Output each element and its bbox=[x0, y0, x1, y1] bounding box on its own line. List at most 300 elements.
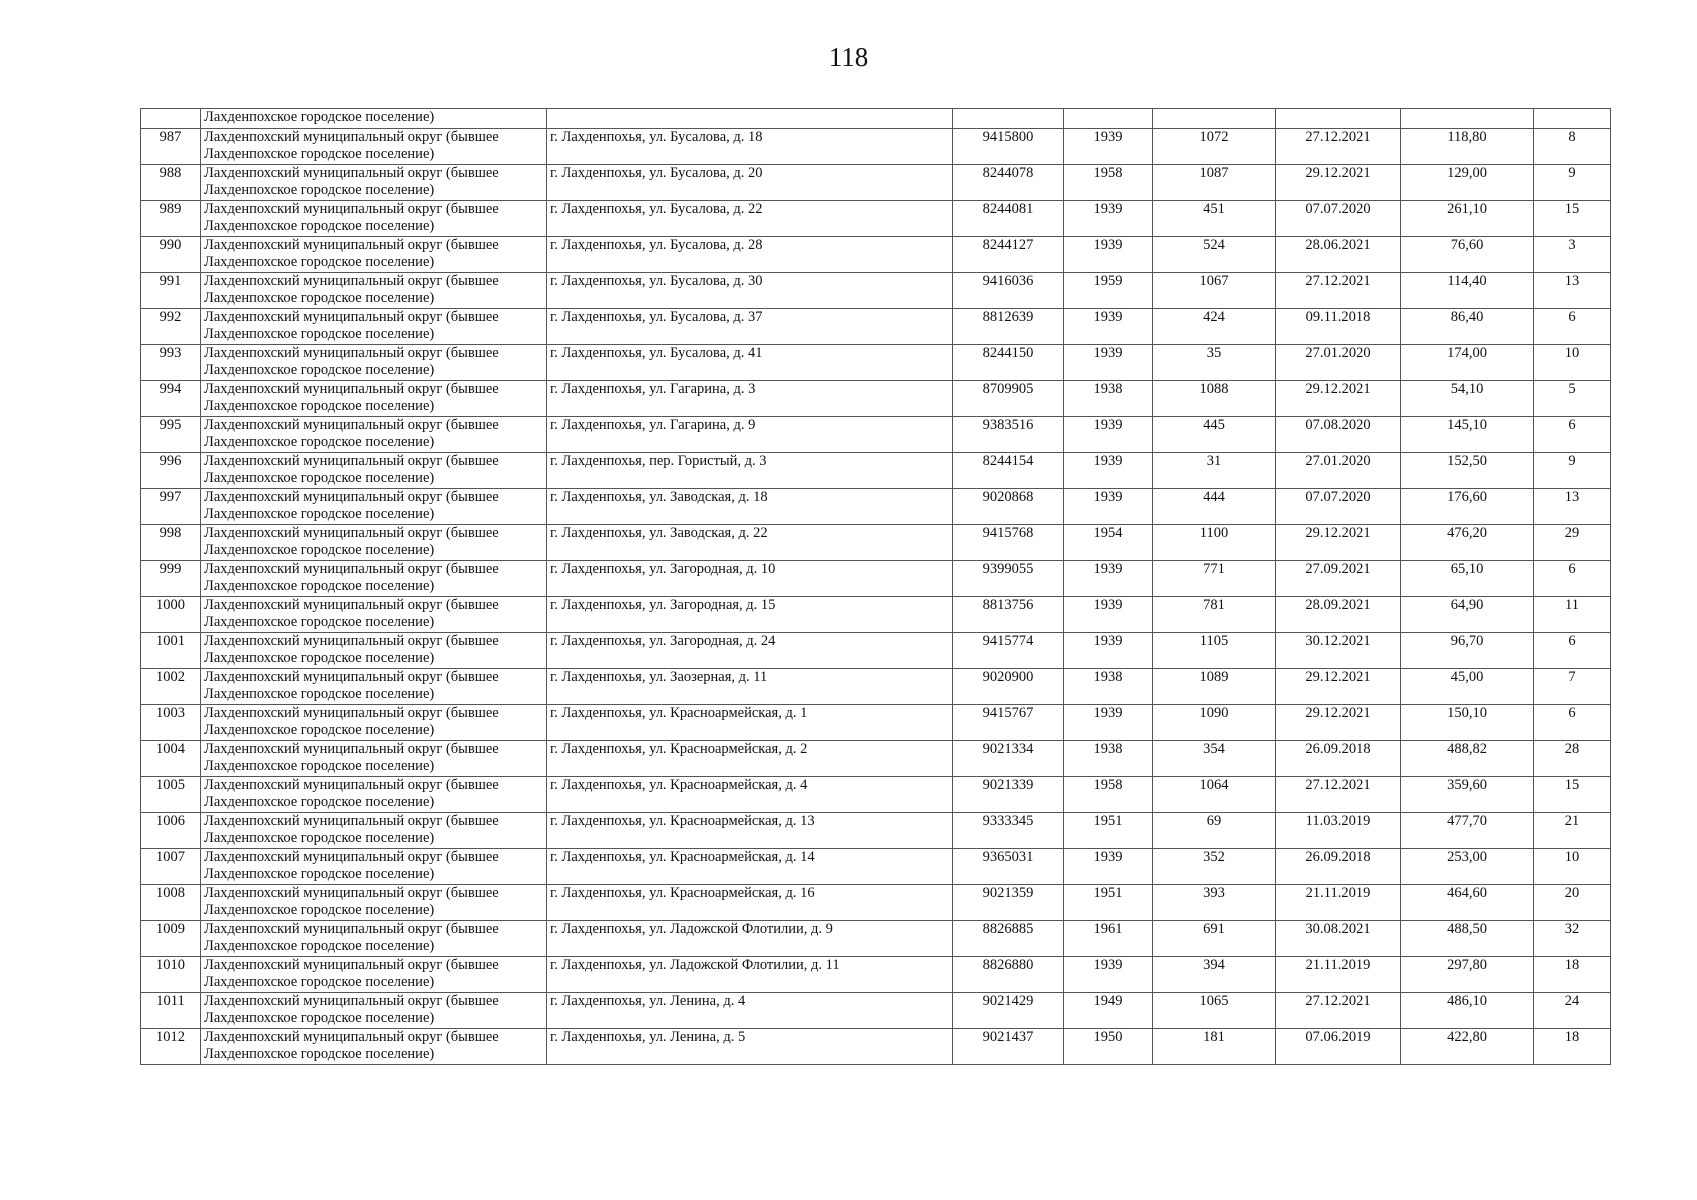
date-cell bbox=[1276, 109, 1401, 129]
municipality-line-2: Лахденпохское городское поселение) bbox=[204, 686, 435, 702]
municipality-cell bbox=[201, 741, 547, 777]
municipality-line-1: Лахденпохский муниципальный округ (бывшее bbox=[204, 525, 499, 541]
year-cell: 1939 bbox=[1064, 201, 1153, 237]
code-cell: 9365031 bbox=[953, 849, 1064, 885]
municipality-line-1: Лахденпохский муниципальный округ (бывшее bbox=[204, 921, 499, 937]
table-row bbox=[141, 993, 1611, 1029]
code-cell: 8244127 bbox=[953, 237, 1064, 273]
doc-number-cell: 354 bbox=[1153, 741, 1276, 777]
count-cell: 9 bbox=[1534, 165, 1611, 201]
address-cell: г. Лахденпохья, ул. Красноармейская, д. 4 bbox=[547, 777, 953, 813]
municipality-cell bbox=[201, 345, 547, 381]
code-cell: 9415768 bbox=[953, 525, 1064, 561]
municipality-line-2: Лахденпохское городское поселение) bbox=[204, 758, 435, 774]
code-cell: 9399055 bbox=[953, 561, 1064, 597]
year-cell: 1939 bbox=[1064, 237, 1153, 273]
year-cell: 1938 bbox=[1064, 669, 1153, 705]
year-cell: 1939 bbox=[1064, 489, 1153, 525]
continuation-row bbox=[141, 109, 1611, 129]
year-cell: 1939 bbox=[1064, 849, 1153, 885]
code-cell: 9021429 bbox=[953, 993, 1064, 1029]
num-cell: 998 bbox=[141, 525, 201, 561]
count-cell: 18 bbox=[1534, 957, 1611, 993]
table-row bbox=[141, 849, 1611, 885]
doc-number-cell: 393 bbox=[1153, 885, 1276, 921]
address-cell: г. Лахденпохья, ул. Красноармейская, д. 16 bbox=[547, 885, 953, 921]
count-cell bbox=[1534, 109, 1611, 129]
municipality-line-1: Лахденпохский муниципальный округ (бывшее bbox=[204, 633, 499, 649]
year-cell: 1951 bbox=[1064, 813, 1153, 849]
table-row bbox=[141, 1029, 1611, 1065]
municipality-line-2: Лахденпохское городское поселение) bbox=[204, 1010, 435, 1026]
municipality-cell bbox=[201, 201, 547, 237]
municipality-line-2: Лахденпохское городское поселение) bbox=[204, 614, 435, 630]
count-cell: 9 bbox=[1534, 453, 1611, 489]
doc-number-cell: 1067 bbox=[1153, 273, 1276, 309]
code-cell: 8826880 bbox=[953, 957, 1064, 993]
area-cell: 118,80 bbox=[1401, 129, 1534, 165]
doc-number-cell: 1100 bbox=[1153, 525, 1276, 561]
count-cell: 13 bbox=[1534, 273, 1611, 309]
count-cell: 28 bbox=[1534, 741, 1611, 777]
table-row bbox=[141, 705, 1611, 741]
date-cell: 27.01.2020 bbox=[1276, 345, 1401, 381]
date-cell: 28.06.2021 bbox=[1276, 237, 1401, 273]
table-row bbox=[141, 201, 1611, 237]
municipality-line-2: Лахденпохское городское поселение) bbox=[204, 794, 435, 810]
table-row bbox=[141, 273, 1611, 309]
num-cell: 993 bbox=[141, 345, 201, 381]
table-row bbox=[141, 633, 1611, 669]
area-cell: 359,60 bbox=[1401, 777, 1534, 813]
num-cell: 1010 bbox=[141, 957, 201, 993]
municipality-cell bbox=[201, 633, 547, 669]
num-cell: 991 bbox=[141, 273, 201, 309]
doc-number-cell: 1072 bbox=[1153, 129, 1276, 165]
year-cell: 1939 bbox=[1064, 129, 1153, 165]
table-row bbox=[141, 957, 1611, 993]
year-cell: 1938 bbox=[1064, 381, 1153, 417]
num-cell: 1005 bbox=[141, 777, 201, 813]
address-cell: г. Лахденпохья, ул. Загородная, д. 24 bbox=[547, 633, 953, 669]
municipality-cell bbox=[201, 885, 547, 921]
table-row bbox=[141, 345, 1611, 381]
municipality-line-2: Лахденпохское городское поселение) bbox=[204, 578, 435, 594]
area-cell: 464,60 bbox=[1401, 885, 1534, 921]
municipality-cell: Лахденпохское городское поселение) bbox=[201, 109, 547, 129]
num-cell: 994 bbox=[141, 381, 201, 417]
municipality-line-1: Лахденпохский муниципальный округ (бывшее bbox=[204, 417, 499, 433]
page-number: 118 bbox=[828, 42, 869, 72]
municipality-line-2: Лахденпохское городское поселение) bbox=[204, 434, 435, 450]
table-row bbox=[141, 561, 1611, 597]
municipality-cell bbox=[201, 237, 547, 273]
municipality-line-2: Лахденпохское городское поселение) bbox=[204, 722, 435, 738]
address-cell: г. Лахденпохья, ул. Гагарина, д. 3 bbox=[547, 381, 953, 417]
area-cell: 45,00 bbox=[1401, 669, 1534, 705]
year-cell: 1959 bbox=[1064, 273, 1153, 309]
date-cell: 21.11.2019 bbox=[1276, 885, 1401, 921]
doc-number-cell: 1089 bbox=[1153, 669, 1276, 705]
area-cell: 488,82 bbox=[1401, 741, 1534, 777]
doc-number-cell: 1090 bbox=[1153, 705, 1276, 741]
municipality-line-2: Лахденпохское городское поселение) bbox=[204, 362, 435, 378]
num-cell: 1009 bbox=[141, 921, 201, 957]
year-cell: 1939 bbox=[1064, 453, 1153, 489]
year-cell: 1939 bbox=[1064, 597, 1153, 633]
municipality-line-2: Лахденпохское городское поселение) bbox=[204, 470, 435, 486]
date-cell: 26.09.2018 bbox=[1276, 741, 1401, 777]
municipality-line-1: Лахденпохский муниципальный округ (бывшее bbox=[204, 777, 499, 793]
doc-number-cell: 35 bbox=[1153, 345, 1276, 381]
doc-number-cell: 1087 bbox=[1153, 165, 1276, 201]
area-cell: 253,00 bbox=[1401, 849, 1534, 885]
year-cell: 1951 bbox=[1064, 885, 1153, 921]
code-cell: 9020868 bbox=[953, 489, 1064, 525]
year-cell: 1939 bbox=[1064, 309, 1153, 345]
area-cell: 145,10 bbox=[1401, 417, 1534, 453]
table-row bbox=[141, 921, 1611, 957]
municipality-line-2: Лахденпохское городское поселение) bbox=[204, 650, 435, 666]
address-cell: г. Лахденпохья, ул. Бусалова, д. 18 bbox=[547, 129, 953, 165]
num-cell: 1012 bbox=[141, 1029, 201, 1065]
date-cell: 27.12.2021 bbox=[1276, 993, 1401, 1029]
year-cell: 1939 bbox=[1064, 957, 1153, 993]
code-cell: 9383516 bbox=[953, 417, 1064, 453]
municipality-line-2: Лахденпохское городское поселение) bbox=[204, 1046, 435, 1062]
date-cell: 07.06.2019 bbox=[1276, 1029, 1401, 1065]
code-cell: 9021339 bbox=[953, 777, 1064, 813]
address-cell: г. Лахденпохья, ул. Красноармейская, д. 14 bbox=[547, 849, 953, 885]
area-cell: 174,00 bbox=[1401, 345, 1534, 381]
code-cell: 8826885 bbox=[953, 921, 1064, 957]
count-cell: 6 bbox=[1534, 417, 1611, 453]
table-row bbox=[141, 813, 1611, 849]
date-cell: 07.07.2020 bbox=[1276, 201, 1401, 237]
table-row bbox=[141, 777, 1611, 813]
municipality-cell bbox=[201, 273, 547, 309]
date-cell: 27.12.2021 bbox=[1276, 129, 1401, 165]
municipality-cell bbox=[201, 705, 547, 741]
table-row bbox=[141, 885, 1611, 921]
municipality-cell bbox=[201, 309, 547, 345]
doc-number-cell: 1105 bbox=[1153, 633, 1276, 669]
num-cell: 997 bbox=[141, 489, 201, 525]
municipality-cell bbox=[201, 813, 547, 849]
code-cell: 8813756 bbox=[953, 597, 1064, 633]
housing-registry-table bbox=[140, 108, 1611, 1065]
table-row bbox=[141, 525, 1611, 561]
count-cell: 6 bbox=[1534, 561, 1611, 597]
area-cell: 488,50 bbox=[1401, 921, 1534, 957]
count-cell: 7 bbox=[1534, 669, 1611, 705]
year-cell: 1961 bbox=[1064, 921, 1153, 957]
year-cell: 1954 bbox=[1064, 525, 1153, 561]
address-cell: г. Лахденпохья, ул. Загородная, д. 15 bbox=[547, 597, 953, 633]
address-cell: г. Лахденпохья, ул. Заводская, д. 22 bbox=[547, 525, 953, 561]
code-cell: 9021359 bbox=[953, 885, 1064, 921]
doc-number-cell: 1065 bbox=[1153, 993, 1276, 1029]
area-cell: 477,70 bbox=[1401, 813, 1534, 849]
num-cell: 987 bbox=[141, 129, 201, 165]
municipality-cell bbox=[201, 957, 547, 993]
address-cell: г. Лахденпохья, ул. Бусалова, д. 37 bbox=[547, 309, 953, 345]
municipality-line-2: Лахденпохское городское поселение) bbox=[204, 146, 435, 162]
count-cell: 5 bbox=[1534, 381, 1611, 417]
address-cell: г. Лахденпохья, ул. Гагарина, д. 9 bbox=[547, 417, 953, 453]
area-cell: 114,40 bbox=[1401, 273, 1534, 309]
table-row bbox=[141, 309, 1611, 345]
address-cell bbox=[547, 109, 953, 129]
table-row bbox=[141, 129, 1611, 165]
area-cell: 65,10 bbox=[1401, 561, 1534, 597]
address-cell: г. Лахденпохья, ул. Красноармейская, д. 1 bbox=[547, 705, 953, 741]
date-cell: 29.12.2021 bbox=[1276, 669, 1401, 705]
municipality-line-2: Лахденпохское городское поселение) bbox=[204, 398, 435, 414]
num-cell: 1003 bbox=[141, 705, 201, 741]
municipality-line-1: Лахденпохский муниципальный округ (бывшее bbox=[204, 129, 499, 145]
municipality-cell bbox=[201, 597, 547, 633]
area-cell: 86,40 bbox=[1401, 309, 1534, 345]
municipality-line-2: Лахденпохское городское поселение) bbox=[204, 290, 435, 306]
year-cell: 1939 bbox=[1064, 705, 1153, 741]
area-cell: 486,10 bbox=[1401, 993, 1534, 1029]
municipality-cell bbox=[201, 129, 547, 165]
municipality-cell bbox=[201, 849, 547, 885]
doc-number-cell: 1064 bbox=[1153, 777, 1276, 813]
num-cell bbox=[141, 109, 201, 129]
municipality-line-2: Лахденпохское городское поселение) bbox=[204, 902, 435, 918]
address-cell: г. Лахденпохья, ул. Ладожской Флотилии, д. 9 bbox=[547, 921, 953, 957]
code-cell: 9021437 bbox=[953, 1029, 1064, 1065]
address-cell: г. Лахденпохья, пер. Гористый, д. 3 bbox=[547, 453, 953, 489]
count-cell: 15 bbox=[1534, 777, 1611, 813]
count-cell: 32 bbox=[1534, 921, 1611, 957]
table-row bbox=[141, 597, 1611, 633]
date-cell: 30.08.2021 bbox=[1276, 921, 1401, 957]
year-cell: 1950 bbox=[1064, 1029, 1153, 1065]
num-cell: 1001 bbox=[141, 633, 201, 669]
num-cell: 1007 bbox=[141, 849, 201, 885]
municipality-line-1: Лахденпохский муниципальный округ (бывшее bbox=[204, 489, 499, 505]
table-row bbox=[141, 453, 1611, 489]
code-cell: 9416036 bbox=[953, 273, 1064, 309]
count-cell: 11 bbox=[1534, 597, 1611, 633]
municipality-line-1: Лахденпохский муниципальный округ (бывшее bbox=[204, 309, 499, 325]
area-cell: 152,50 bbox=[1401, 453, 1534, 489]
municipality-line-2: Лахденпохское городское поселение) bbox=[204, 254, 435, 270]
date-cell: 27.12.2021 bbox=[1276, 273, 1401, 309]
address-cell: г. Лахденпохья, ул. Бусалова, д. 22 bbox=[547, 201, 953, 237]
num-cell: 999 bbox=[141, 561, 201, 597]
code-cell: 9415767 bbox=[953, 705, 1064, 741]
code-cell: 9415800 bbox=[953, 129, 1064, 165]
municipality-line-1: Лахденпохский муниципальный округ (бывшее bbox=[204, 273, 499, 289]
year-cell: 1939 bbox=[1064, 417, 1153, 453]
date-cell: 29.12.2021 bbox=[1276, 381, 1401, 417]
municipality-cell bbox=[201, 489, 547, 525]
count-cell: 24 bbox=[1534, 993, 1611, 1029]
area-cell bbox=[1401, 109, 1534, 129]
municipality-line-1: Лахденпохский муниципальный округ (бывшее bbox=[204, 669, 499, 685]
doc-number-cell: 69 bbox=[1153, 813, 1276, 849]
address-cell: г. Лахденпохья, ул. Заводская, д. 18 bbox=[547, 489, 953, 525]
municipality-line-1: Лахденпохский муниципальный округ (бывшее bbox=[204, 237, 499, 253]
municipality-line-2: Лахденпохское городское поселение) bbox=[204, 866, 435, 882]
num-cell: 1006 bbox=[141, 813, 201, 849]
date-cell: 07.08.2020 bbox=[1276, 417, 1401, 453]
area-cell: 422,80 bbox=[1401, 1029, 1534, 1065]
municipality-line-2: Лахденпохское городское поселение) bbox=[204, 506, 435, 522]
code-cell: 9333345 bbox=[953, 813, 1064, 849]
address-cell: г. Лахденпохья, ул. Загородная, д. 10 bbox=[547, 561, 953, 597]
date-cell: 29.12.2021 bbox=[1276, 705, 1401, 741]
date-cell: 29.12.2021 bbox=[1276, 165, 1401, 201]
address-cell: г. Лахденпохья, ул. Бусалова, д. 20 bbox=[547, 165, 953, 201]
date-cell: 27.12.2021 bbox=[1276, 777, 1401, 813]
code-cell: 9021334 bbox=[953, 741, 1064, 777]
doc-number-cell: 352 bbox=[1153, 849, 1276, 885]
table-row bbox=[141, 417, 1611, 453]
count-cell: 10 bbox=[1534, 345, 1611, 381]
count-cell: 8 bbox=[1534, 129, 1611, 165]
num-cell: 1002 bbox=[141, 669, 201, 705]
count-cell: 6 bbox=[1534, 309, 1611, 345]
municipality-cell bbox=[201, 165, 547, 201]
municipality-cell bbox=[201, 993, 547, 1029]
municipality-line-2: Лахденпохское городское поселение) bbox=[204, 974, 435, 990]
address-cell: г. Лахденпохья, ул. Бусалова, д. 28 bbox=[547, 237, 953, 273]
municipality-cell bbox=[201, 921, 547, 957]
doc-number-cell: 424 bbox=[1153, 309, 1276, 345]
municipality-line-1: Лахденпохский муниципальный округ (бывшее bbox=[204, 885, 499, 901]
date-cell: 11.03.2019 bbox=[1276, 813, 1401, 849]
date-cell: 09.11.2018 bbox=[1276, 309, 1401, 345]
num-cell: 992 bbox=[141, 309, 201, 345]
municipality-line-2: Лахденпохское городское поселение) bbox=[204, 830, 435, 846]
count-cell: 15 bbox=[1534, 201, 1611, 237]
num-cell: 996 bbox=[141, 453, 201, 489]
year-cell: 1949 bbox=[1064, 993, 1153, 1029]
doc-number-cell bbox=[1153, 109, 1276, 129]
municipality-line-1: Лахденпохский муниципальный округ (бывшее bbox=[204, 993, 499, 1009]
date-cell: 07.07.2020 bbox=[1276, 489, 1401, 525]
date-cell: 21.11.2019 bbox=[1276, 957, 1401, 993]
num-cell: 989 bbox=[141, 201, 201, 237]
table-row bbox=[141, 741, 1611, 777]
municipality-line-1: Лахденпохский муниципальный округ (бывшее bbox=[204, 381, 499, 397]
municipality-line-2: Лахденпохское городское поселение) bbox=[204, 182, 435, 198]
num-cell: 995 bbox=[141, 417, 201, 453]
municipality-cell bbox=[201, 417, 547, 453]
area-cell: 129,00 bbox=[1401, 165, 1534, 201]
code-cell: 8244081 bbox=[953, 201, 1064, 237]
address-cell: г. Лахденпохья, ул. Красноармейская, д. 2 bbox=[547, 741, 953, 777]
municipality-line-1: Лахденпохский муниципальный округ (бывшее bbox=[204, 597, 499, 613]
area-cell: 150,10 bbox=[1401, 705, 1534, 741]
municipality-line-1: Лахденпохский муниципальный округ (бывшее bbox=[204, 201, 499, 217]
doc-number-cell: 444 bbox=[1153, 489, 1276, 525]
table-row bbox=[141, 165, 1611, 201]
municipality-line-1: Лахденпохский муниципальный округ (бывшее bbox=[204, 165, 499, 181]
address-cell: г. Лахденпохья, ул. Заозерная, д. 11 bbox=[547, 669, 953, 705]
doc-number-cell: 394 bbox=[1153, 957, 1276, 993]
date-cell: 28.09.2021 bbox=[1276, 597, 1401, 633]
municipality-line-1: Лахденпохский муниципальный округ (бывшее bbox=[204, 849, 499, 865]
count-cell: 29 bbox=[1534, 525, 1611, 561]
address-cell: г. Лахденпохья, ул. Бусалова, д. 30 bbox=[547, 273, 953, 309]
area-cell: 54,10 bbox=[1401, 381, 1534, 417]
municipality-line-2: Лахденпохское городское поселение) bbox=[204, 938, 435, 954]
date-cell: 29.12.2021 bbox=[1276, 525, 1401, 561]
address-cell: г. Лахденпохья, ул. Ладожской Флотилии, д. 11 bbox=[547, 957, 953, 993]
area-cell: 76,60 bbox=[1401, 237, 1534, 273]
date-cell: 27.09.2021 bbox=[1276, 561, 1401, 597]
municipality-line-1: Лахденпохский муниципальный округ (бывшее bbox=[204, 813, 499, 829]
municipality-cell bbox=[201, 777, 547, 813]
doc-number-cell: 771 bbox=[1153, 561, 1276, 597]
count-cell: 20 bbox=[1534, 885, 1611, 921]
code-cell: 9415774 bbox=[953, 633, 1064, 669]
doc-number-cell: 445 bbox=[1153, 417, 1276, 453]
code-cell: 8244078 bbox=[953, 165, 1064, 201]
year-cell: 1939 bbox=[1064, 345, 1153, 381]
year-cell: 1938 bbox=[1064, 741, 1153, 777]
doc-number-cell: 1088 bbox=[1153, 381, 1276, 417]
code-cell: 9020900 bbox=[953, 669, 1064, 705]
doc-number-cell: 181 bbox=[1153, 1029, 1276, 1065]
doc-number-cell: 31 bbox=[1153, 453, 1276, 489]
address-cell: г. Лахденпохья, ул. Ленина, д. 5 bbox=[547, 1029, 953, 1065]
code-cell bbox=[953, 109, 1064, 129]
code-cell: 8812639 bbox=[953, 309, 1064, 345]
count-cell: 18 bbox=[1534, 1029, 1611, 1065]
doc-number-cell: 451 bbox=[1153, 201, 1276, 237]
count-cell: 6 bbox=[1534, 705, 1611, 741]
num-cell: 1008 bbox=[141, 885, 201, 921]
municipality-line-1: Лахденпохский муниципальный округ (бывшее bbox=[204, 741, 499, 757]
count-cell: 21 bbox=[1534, 813, 1611, 849]
count-cell: 6 bbox=[1534, 633, 1611, 669]
year-cell: 1958 bbox=[1064, 777, 1153, 813]
area-cell: 297,80 bbox=[1401, 957, 1534, 993]
municipality-cell bbox=[201, 453, 547, 489]
date-cell: 26.09.2018 bbox=[1276, 849, 1401, 885]
code-cell: 8244150 bbox=[953, 345, 1064, 381]
num-cell: 1000 bbox=[141, 597, 201, 633]
municipality-line-1: Лахденпохский муниципальный округ (бывшее bbox=[204, 705, 499, 721]
municipality-line-2: Лахденпохское городское поселение) bbox=[204, 326, 435, 342]
area-cell: 176,60 bbox=[1401, 489, 1534, 525]
doc-number-cell: 524 bbox=[1153, 237, 1276, 273]
address-cell: г. Лахденпохья, ул. Ленина, д. 4 bbox=[547, 993, 953, 1029]
date-cell: 27.01.2020 bbox=[1276, 453, 1401, 489]
area-cell: 476,20 bbox=[1401, 525, 1534, 561]
municipality-line-2: Лахденпохское городское поселение) bbox=[204, 542, 435, 558]
num-cell: 1011 bbox=[141, 993, 201, 1029]
table-row bbox=[141, 489, 1611, 525]
municipality-line-2: Лахденпохское городское поселение) bbox=[204, 218, 435, 234]
municipality-line-1: Лахденпохский муниципальный округ (бывшее bbox=[204, 453, 499, 469]
count-cell: 3 bbox=[1534, 237, 1611, 273]
address-cell: г. Лахденпохья, ул. Красноармейская, д. 13 bbox=[547, 813, 953, 849]
code-cell: 8709905 bbox=[953, 381, 1064, 417]
municipality-line-1: Лахденпохский муниципальный округ (бывшее bbox=[204, 1029, 499, 1045]
year-cell: 1939 bbox=[1064, 633, 1153, 669]
num-cell: 1004 bbox=[141, 741, 201, 777]
area-cell: 64,90 bbox=[1401, 597, 1534, 633]
municipality-cell bbox=[201, 1029, 547, 1065]
